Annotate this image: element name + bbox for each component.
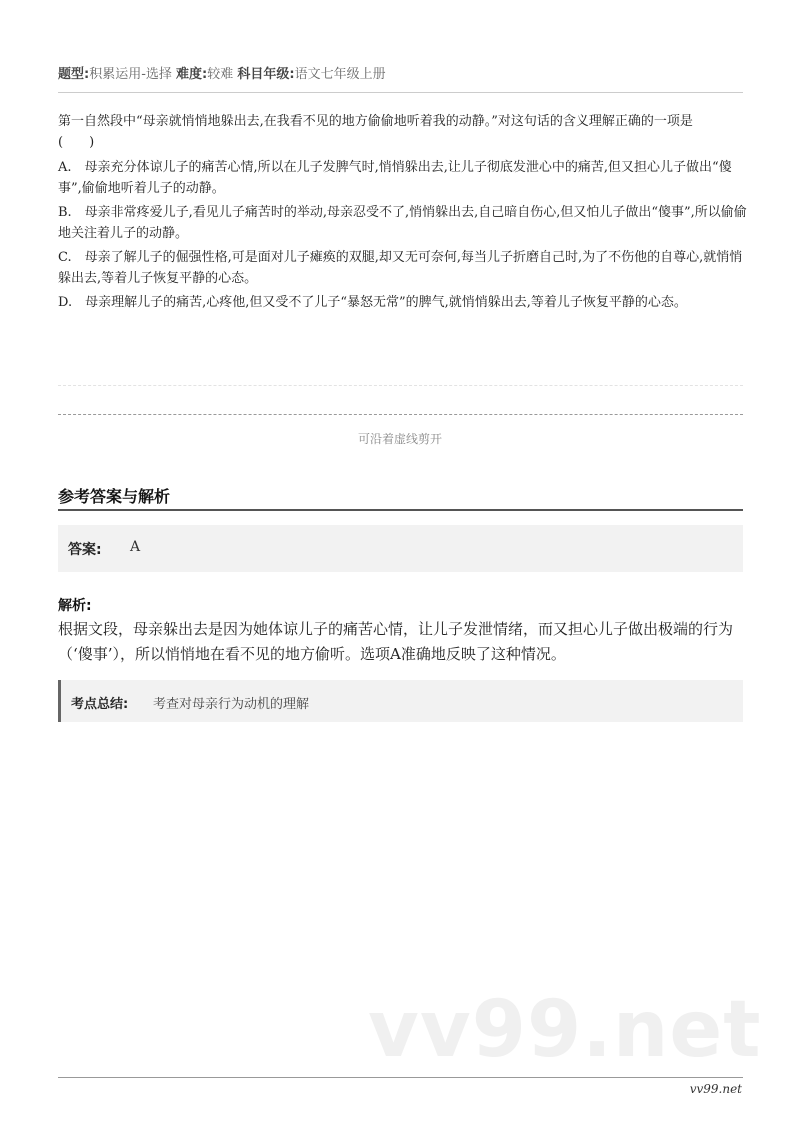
summary-box xyxy=(58,680,743,722)
difficulty-value: 较难 xyxy=(207,67,234,82)
cut-hint: 可沿着虚线剪开 xyxy=(357,432,442,446)
type-value: 积累运用-选择 xyxy=(89,67,172,82)
option-d: D. 母亲理解儿子的痛苦,心疼他,但又受不了儿子“暴怒无常”的脾气,就悄悄躲出去,等着儿子恢复平静的心态。 xyxy=(58,295,687,310)
question-block xyxy=(58,111,748,316)
footer-site: vv99.net xyxy=(689,1082,742,1096)
difficulty-label: 难度: xyxy=(176,67,208,82)
option-b: B. 母亲非常疼爱儿子,看见儿子痛苦时的举动,母亲忍受不了,悄悄躲出去,自己暗自伤心,但又怕儿子做出“傻事”,所以偷偷地关注着儿子的动静。 xyxy=(58,205,747,241)
answer-value: A xyxy=(130,539,141,555)
answer-box xyxy=(58,525,743,572)
question-stem: 第一自然段中“母亲就悄悄地躲出去,在我看不见的地方偷偷地听着我的动静。”对这句话的含义理解正确的一项是 ( ) xyxy=(58,114,719,150)
cut-line xyxy=(58,414,743,415)
summary-value: 考查对母亲行为动机的理解 xyxy=(153,697,310,712)
option-a: A. 母亲充分体谅儿子的痛苦心情,所以在儿子发脾气时,悄悄躲出去,让儿子彻底发泄心中的痛苦,但又担心儿子做出“傻事”,偷偷地听着儿子的动静。 xyxy=(58,160,732,196)
summary-label: 考点总结: xyxy=(71,697,129,712)
watermark: vv99.net xyxy=(368,985,762,1075)
analysis-text: 根据文段，母亲躲出去是因为她体谅儿子的痛苦心情，让儿子发泄情绪，而又担心儿子做出极端的行为（‘傻事’），所以悄悄地在看不见的地方偷听。选项A准确地反映了这种情况。 xyxy=(58,620,734,663)
footer-divider xyxy=(58,1077,743,1078)
grade-value: 语文七年级上册 xyxy=(294,67,386,82)
section-divider xyxy=(58,509,743,511)
grade-label: 科目年级: xyxy=(237,67,295,82)
top-divider xyxy=(58,92,743,93)
answer-space-line xyxy=(58,385,743,386)
type-label: 题型: xyxy=(58,67,90,82)
section-title: 参考答案与解析 xyxy=(58,487,171,506)
answer-label: 答案: xyxy=(68,542,102,558)
question-meta xyxy=(58,63,386,82)
analysis-label: 解析: xyxy=(58,598,92,614)
option-c: C. 母亲了解儿子的倔强性格,可是面对儿子瘫痪的双腿,却又无可奈何,每当儿子折磨自己时,为了不伤他的自尊心,就悄悄躲出去,等着儿子恢复平静的心态。 xyxy=(58,250,743,286)
